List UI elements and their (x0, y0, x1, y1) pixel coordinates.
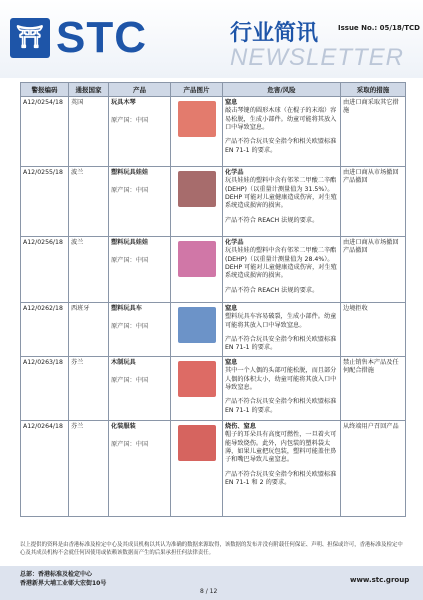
hazard-standard: 产品不符合玩具安全指令和相关欧盟标准 EN 71-1 和 2 的要求。 (225, 470, 337, 487)
alert-code: A12/0263/18 (21, 357, 69, 421)
hazard-standard: 产品不符合 REACH 法规的要求。 (225, 286, 319, 294)
hazard-standard: 产品不符合玩具安全指令和相关欧盟标准 EN 71-1 的要求。 (225, 138, 337, 154)
hazard-title: 窒息 (225, 305, 238, 312)
company-label: 总部：香港标准及检定中心 (20, 571, 93, 578)
product-cell (109, 421, 171, 517)
measure-taken: 边境拒收 (341, 303, 406, 357)
brand-name: STC (56, 13, 147, 62)
hazard-standard: 产品不符合玩具安全指令和相关欧盟标准 EN 71-1 的要求。 (225, 336, 337, 352)
hazard-cell (223, 97, 341, 167)
product-name: 化装服装 (111, 423, 136, 430)
company-address: 香港新界大埔工业邨大宏街10号 (20, 580, 107, 587)
hazard-title: 窒息 (225, 99, 238, 106)
alerts-table (20, 82, 405, 517)
col-header-product: 产品 (109, 83, 171, 97)
alert-code: A12/0264/18 (21, 421, 69, 517)
product-image-cell (171, 97, 223, 167)
product-cell (109, 357, 171, 421)
measure-taken: 禁止销售本产品及任何配合措施 (341, 357, 406, 421)
table-row (21, 303, 406, 357)
table-row (21, 357, 406, 421)
alert-code: A12/0256/18 (21, 237, 69, 303)
issue-number: Issue No.: 05/18/TCD (338, 24, 420, 32)
measure-taken: 由进口商从市场撤回产品撤回 (341, 167, 406, 237)
product-image-cell (171, 167, 223, 237)
col-header-code: 警报编码 (21, 83, 69, 97)
hazard-cell (223, 303, 341, 357)
notifying-country: 英国 (69, 97, 109, 167)
measure-taken: 由进口商从市场撤回产品撤回 (341, 237, 406, 303)
hazard-description: 其中一个人偶的头部可能松脱，而且部分人偶的体积太小，幼童可能将其放入口中导致窒息。 (225, 367, 337, 392)
hazard-cell (223, 237, 341, 303)
alert-code: A12/0254/18 (21, 97, 69, 167)
product-origin: 原产国：中国 (111, 323, 149, 331)
disclaimer-text: 以上提供的资料是由香港标准及检定中心及其成员机构以其认为准确的数据来源取得，该数据的发布并没有附载任何保证、声明、担保或许可，香港标准及检定中心及其成员机构不会就任何因使用或依赖该数据而产生的后果承担任何法律责任。 (20, 542, 403, 556)
stc-logo-icon: ⛩ (10, 18, 50, 58)
page-header (0, 0, 423, 78)
col-header-measure: 采取的措施 (341, 83, 406, 97)
alert-code: A12/0255/18 (21, 167, 69, 237)
product-image (178, 171, 216, 207)
product-image-cell (171, 237, 223, 303)
col-header-country: 通报国家 (69, 83, 109, 97)
hazard-cell (223, 421, 341, 517)
notifying-country: 西班牙 (69, 303, 109, 357)
measure-taken: 由进口商采取其它措施 (341, 97, 406, 167)
product-name: 塑料玩具车 (111, 305, 142, 312)
hazard-title: 化学品 (225, 169, 244, 176)
product-image-cell (171, 421, 223, 517)
table-row (21, 421, 406, 517)
alert-code: A12/0262/18 (21, 303, 69, 357)
hazard-description: 玩具娃娃的塑料中含有邻苯二甲酸二辛酯 (DEHP)（以重量计测量值为 28.4%）。DEHP 可能对儿童健康造成伤害，对生殖系统造成损害的损害。 (225, 247, 337, 280)
product-cell (109, 97, 171, 167)
product-cell (109, 167, 171, 237)
newsletter-title-en: NEWSLETTER (230, 44, 405, 71)
hazard-title: 烧伤、窒息 (225, 423, 256, 430)
hazard-description: 玩具娃娃的塑料中含有邻苯二甲酸二辛酯 (DEHP)（以重量计测量值为 31.5%）。DEHP 可能对儿童健康造成伤害，对生殖系统造成损害的损害。 (225, 177, 337, 210)
product-origin: 原产国：中国 (111, 187, 149, 195)
hazard-title: 窒息 (225, 359, 238, 366)
hazard-title: 化学品 (225, 239, 244, 246)
product-name: 木制玩具 (111, 359, 136, 366)
footer-address (20, 570, 106, 588)
product-image (178, 101, 216, 137)
product-name: 玩具木琴 (111, 99, 136, 106)
table-row (21, 97, 406, 167)
measure-taken: 从终端用户召回产品 (341, 421, 406, 517)
notifying-country: 波兰 (69, 237, 109, 303)
notifying-country: 芬兰 (69, 421, 109, 517)
page-number: 8 / 12 (200, 588, 218, 595)
notifying-country: 波兰 (69, 167, 109, 237)
col-header-hazard: 危害/风险 (223, 83, 341, 97)
hazard-cell (223, 357, 341, 421)
table-row (21, 167, 406, 237)
hazard-description: 敲击琴键的圆形木球（在棍子的末端）容易松脱，生成小部件。幼童可能将其放入口中导致窒息。 (225, 107, 337, 132)
product-origin: 原产国：中国 (111, 257, 149, 265)
hazard-description: 塑料玩具车容易破裂，生成小部件。幼童可能将其放入口中导致窒息。 (225, 313, 337, 329)
newsletter-title-cn: 行业简讯 (230, 21, 319, 46)
product-image-cell (171, 303, 223, 357)
product-image (178, 241, 216, 277)
col-header-image: 产品图片 (171, 83, 223, 97)
website-link[interactable]: www.stc.group (350, 576, 410, 584)
product-image (178, 307, 216, 343)
hazard-cell (223, 167, 341, 237)
product-cell (109, 303, 171, 357)
product-origin: 原产国：中国 (111, 441, 149, 449)
hazard-standard: 产品不符合 REACH 法规的要求。 (225, 216, 319, 224)
hazard-description: 帽子的耳朵具有高度可燃性，一旦着火可能导致烧伤。此外，内包装的塑料袋太薄，如果儿童把玩包装，塑料可能盖住鼻子和嘴巴导致儿童窒息。 (225, 431, 337, 464)
table-row (21, 237, 406, 303)
product-image (178, 425, 216, 461)
product-origin: 原产国：中国 (111, 117, 149, 125)
product-name: 塑料玩具娃娃 (111, 239, 149, 246)
notifying-country: 芬兰 (69, 357, 109, 421)
product-image (178, 361, 216, 397)
product-image-cell (171, 357, 223, 421)
table-header-row (21, 83, 406, 97)
product-origin: 原产国：中国 (111, 377, 149, 385)
product-cell (109, 237, 171, 303)
product-name: 塑料玩具娃娃 (111, 169, 149, 176)
hazard-standard: 产品不符合玩具安全指令和相关欧盟标准 EN 71-1 的要求。 (225, 398, 337, 414)
